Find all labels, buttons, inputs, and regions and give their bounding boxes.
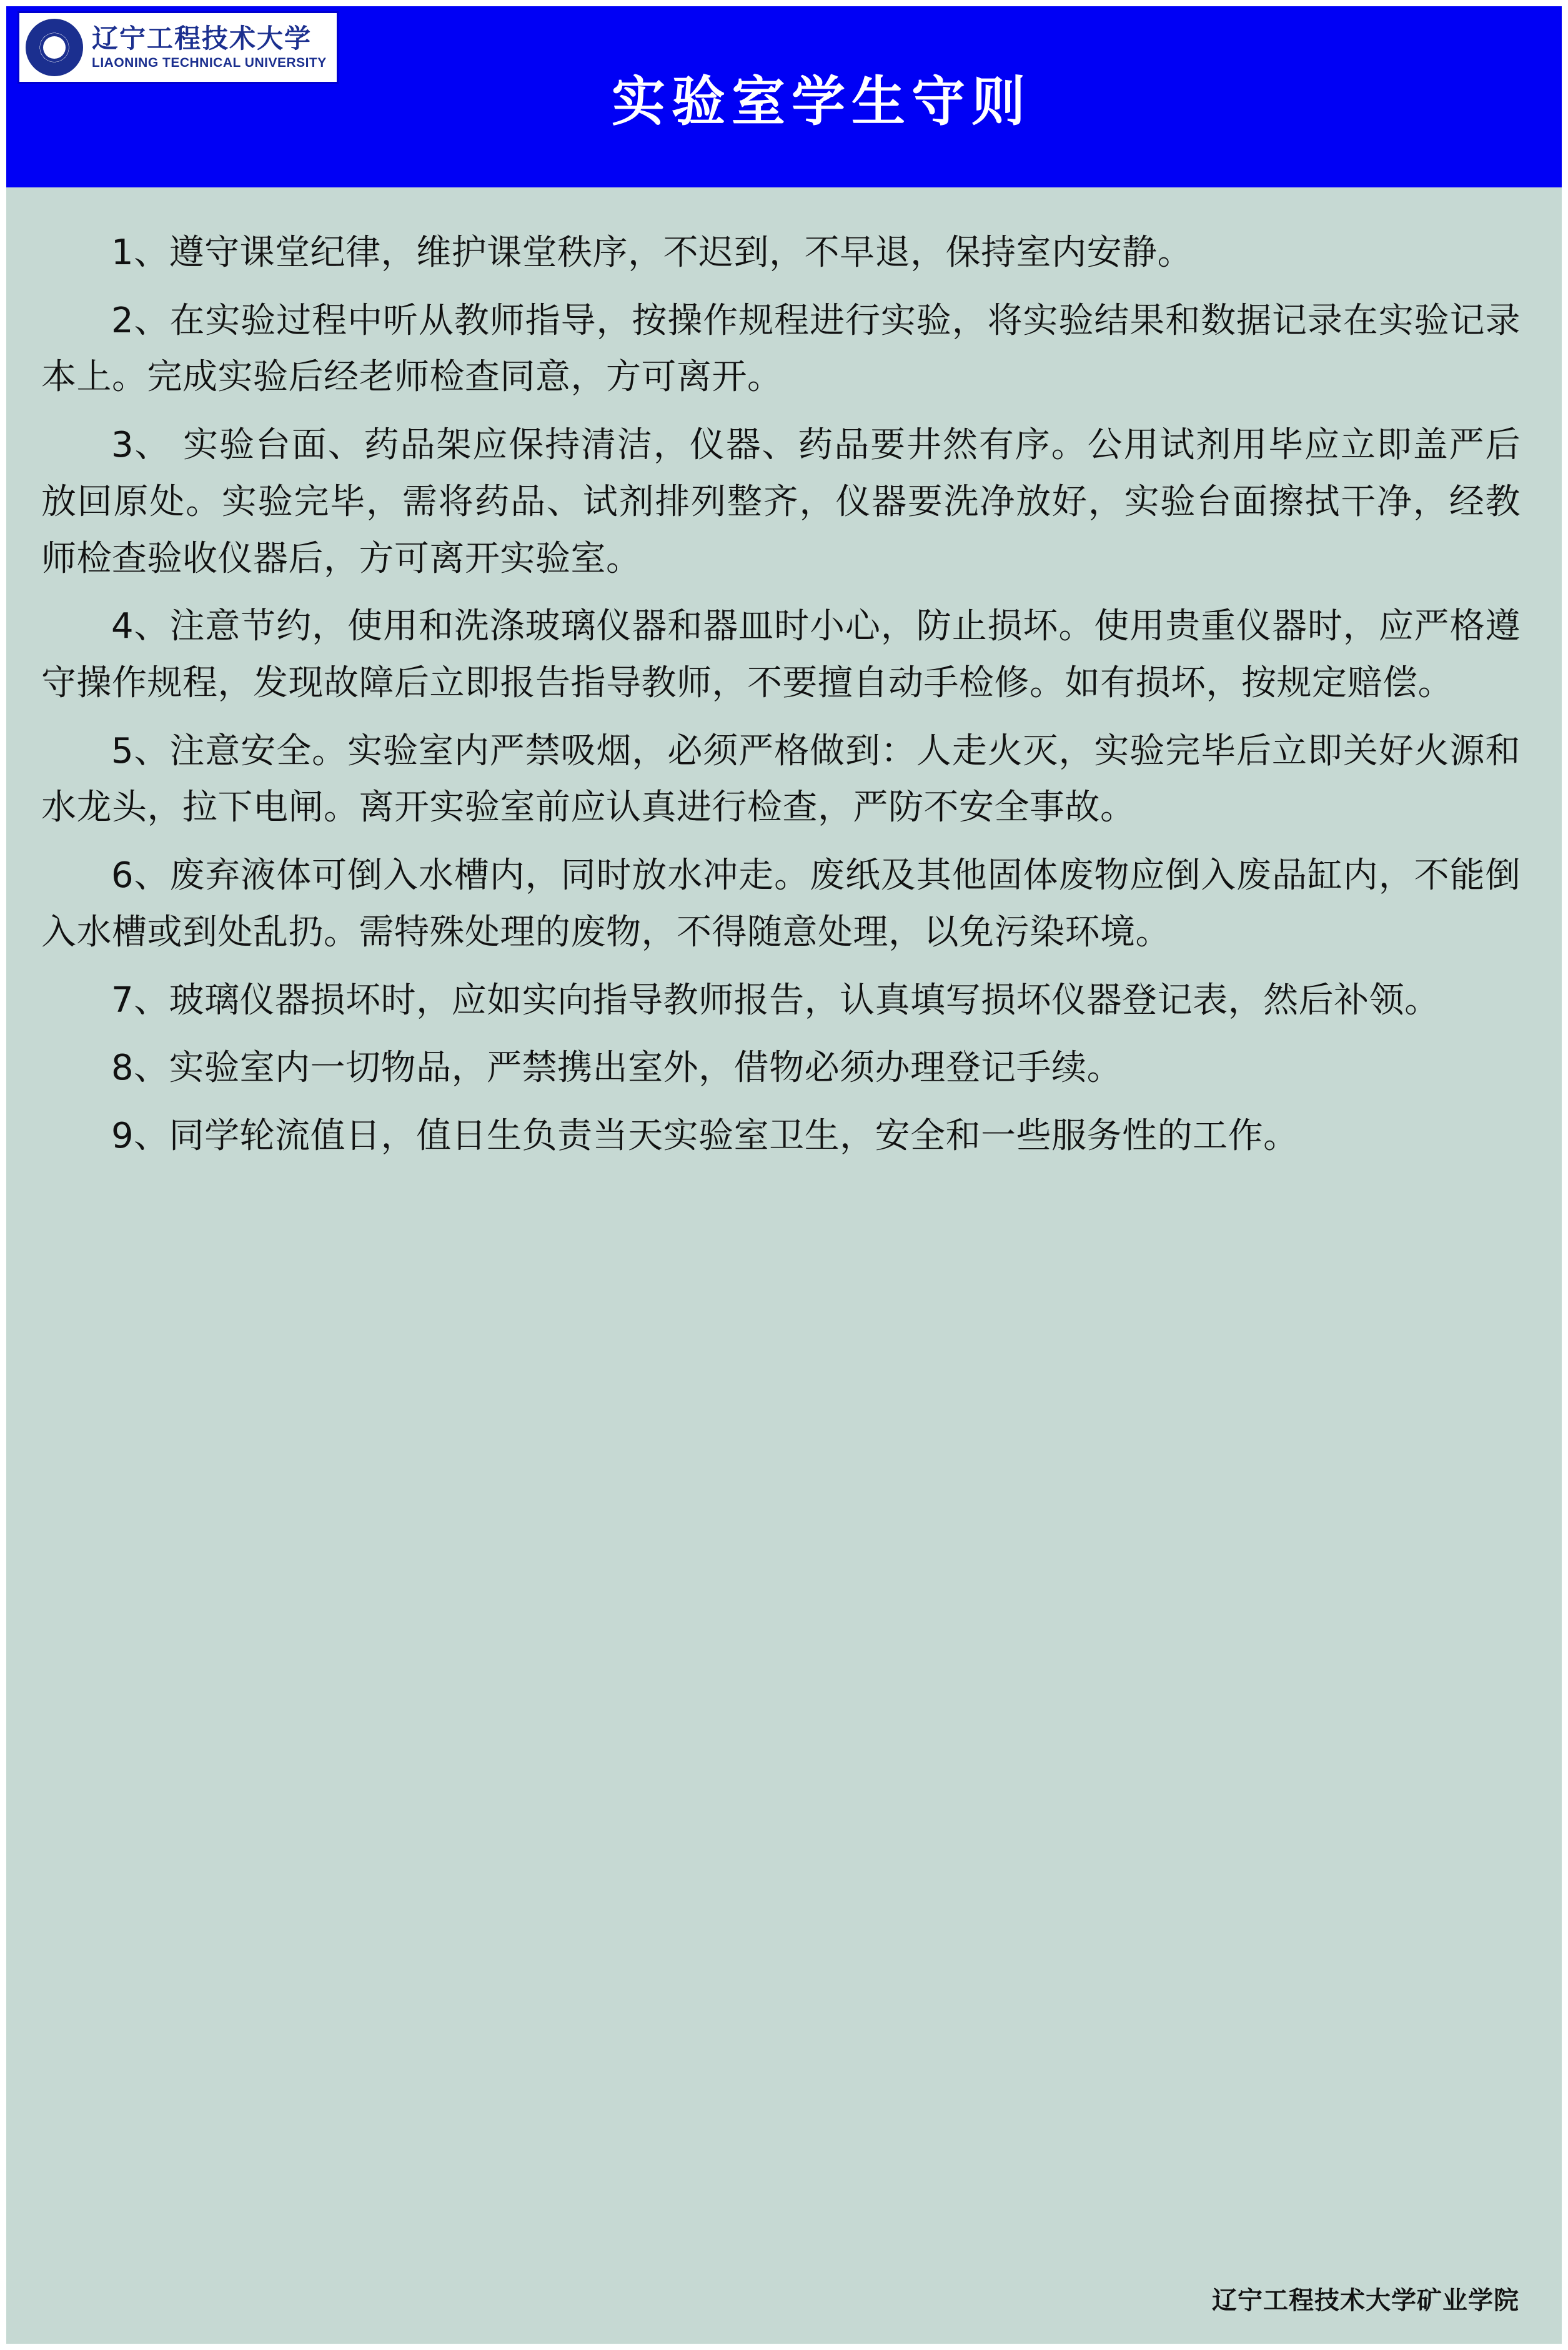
rule-item: 5、注意安全。实验室内严禁吸烟，必须严格做到：人走火灭，实验完毕后立即关好火源和水龙头，拉下电闸。离开实验室前应认真进行检查，严防不安全事故。 <box>41 730 1521 828</box>
page-title: 实验室学生守则 <box>612 71 1031 133</box>
university-name-cn: 辽宁工程技术大学 <box>92 22 312 54</box>
rule-item: 6、废弃液体可倒入水槽内，同时放水冲走。废纸及其他固体废物应倒入废品缸内，不能倒入水槽或到处乱扔。需特殊处理的废物，不得随意处理，以免污染环境。 <box>41 855 1521 953</box>
university-logo <box>17 11 339 84</box>
rule-item: 8、实验室内一切物品，严禁携出室外，借物必须办理登记手续。 <box>111 1048 1123 1089</box>
rule-item: 1、遵守课堂纪律，维护课堂秩序，不迟到，不早退，保持室内安静。 <box>111 232 1193 273</box>
rule-item: 4、注意节约，使用和洗涤玻璃仪器和器皿时小心，防止损坏。使用贵重仪器时，应严格遵守操作规程，发现故障后立即报告指导教师，不要擅自动手检修。如有损坏，按规定赔偿。 <box>41 606 1521 704</box>
poster-header <box>6 6 1562 187</box>
rule-item: 3、 实验台面、药品架应保持清洁，仪器、药品要井然有序。公用试剂用毕应立即盖严后放回原处。实验完毕，需将药品、试剂排列整齐，仪器要洗净放好，实验台面擦拭干净，经教师检查验收仪器后，方可离开实验室。 <box>41 425 1521 579</box>
rule-item: 9、同学轮流值日，值日生负责当天实验室卫生，安全和一些服务性的工作。 <box>111 1116 1299 1157</box>
university-name-en: LIAONING TECHNICAL UNIVERSITY <box>92 56 327 71</box>
footer-organization: 辽宁工程技术大学矿业学院 <box>1212 2286 1519 2315</box>
university-seal-icon <box>26 19 83 76</box>
rule-item: 2、在实验过程中听从教师指导，按操作规程进行实验，将实验结果和数据记录在实验记录本上。完成实验后经老师检查同意，方可离开。 <box>41 300 1521 398</box>
rule-item: 7、玻璃仪器损坏时，应如实向指导教师报告，认真填写损坏仪器登记表，然后补领。 <box>111 979 1440 1021</box>
university-logo-text <box>92 22 327 71</box>
rules-list <box>6 187 1562 1165</box>
